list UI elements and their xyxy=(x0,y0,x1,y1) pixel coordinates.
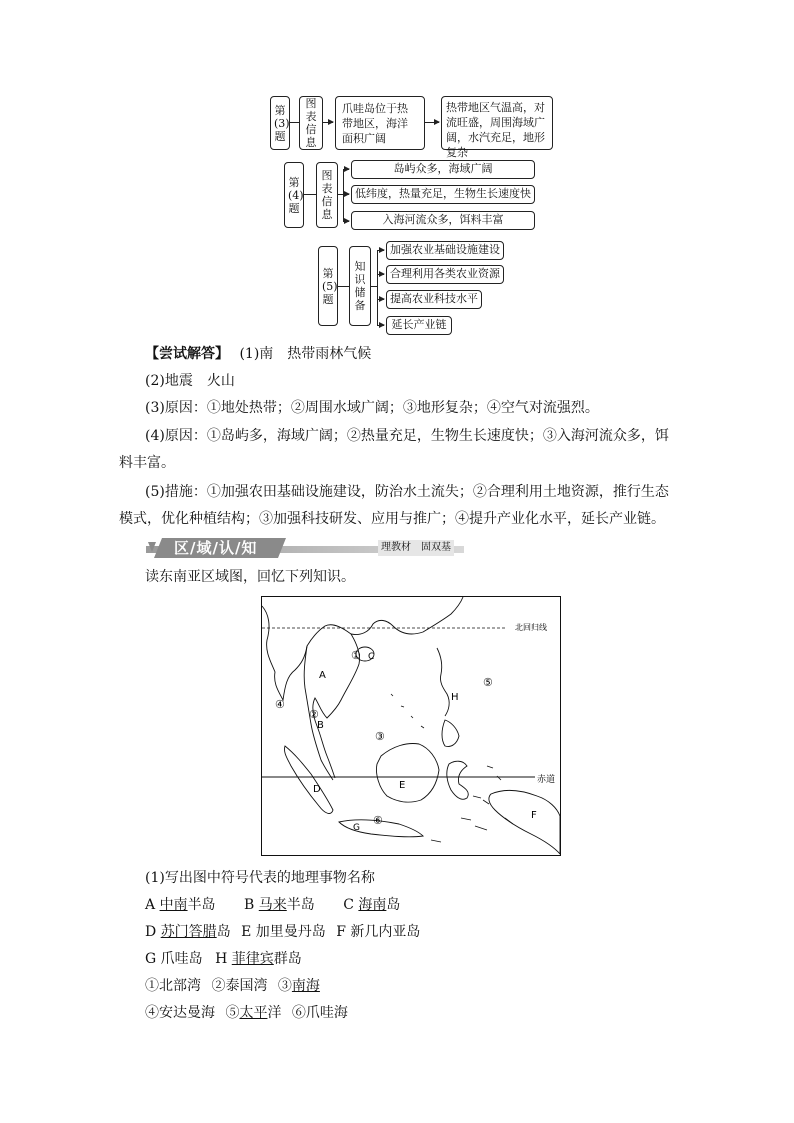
answer-4-line2: 料丰富。 xyxy=(119,455,175,471)
answer-3: (3)原因：①地处热带；②周围水域广阔；③地形复杂；④空气对流强烈。 xyxy=(145,400,599,416)
map-letter-E: E xyxy=(399,780,406,791)
answer-row-2 xyxy=(145,922,420,942)
answer-D: D 苏门答腊岛 xyxy=(145,924,231,940)
map-number-3: ③ xyxy=(375,730,385,743)
q3-result-box xyxy=(441,96,553,159)
q5-label: 第(5)题 xyxy=(322,266,338,306)
answer-C: C 海南岛 xyxy=(343,897,401,913)
q4-item-box xyxy=(351,160,535,179)
q3-label-box xyxy=(270,96,290,150)
answer-heading: 【尝试解答】 xyxy=(145,346,229,362)
q5-info-box xyxy=(349,246,371,326)
answer-5-line2: 模式，优化种植结构；③加强科技研发、应用与推广；④提升产业化水平，延长产业链。 xyxy=(119,511,665,527)
q4-item: 入海河流众多，饵料丰富 xyxy=(382,213,504,226)
arrow xyxy=(343,221,349,222)
answer-n5: ⑤太平洋 xyxy=(225,1005,282,1021)
q4-info-label: 图表信息 xyxy=(321,169,333,221)
q3-fact: 爪哇岛位于热带地区，海洋面积广阔 xyxy=(342,102,408,145)
arrow xyxy=(323,122,333,123)
answer-n1: ①北部湾 xyxy=(145,978,201,994)
q4-item-box xyxy=(351,211,535,230)
q5-item-box xyxy=(386,290,482,309)
answer-line-1 xyxy=(145,344,371,364)
q5-item-box xyxy=(386,241,504,260)
q5-item: 提高农业科技水平 xyxy=(390,292,478,305)
answer-n4: ④安达曼海 xyxy=(145,1005,215,1021)
arrow xyxy=(343,194,349,195)
q4-info-box xyxy=(316,162,338,228)
q5-item: 延长产业链 xyxy=(391,318,447,331)
answer-4-line1: (4)原因：①岛屿多，海域广阔；②热量充足，生物生长速度快；③入海河流众多，饵 xyxy=(145,428,669,444)
q5-item-box xyxy=(386,316,452,335)
map-frame xyxy=(262,597,561,856)
map-number-2: ② xyxy=(309,708,319,721)
q3-result: 热带地区气温高，对流旺盛，周围海域广阔，水汽充足，地形复杂 xyxy=(446,101,545,159)
q4-label: 第(4)题 xyxy=(288,175,304,215)
q4-item: 低纬度，热量充足，生物生长速度快 xyxy=(355,187,531,200)
bracket xyxy=(377,250,378,325)
equator-label: 赤道 xyxy=(537,775,556,785)
map-letter-D: D xyxy=(313,784,321,795)
question-title: (1)写出图中符号代表的地理事物名称 xyxy=(145,870,375,886)
answer-B: B 马来半岛 xyxy=(244,897,315,913)
connector xyxy=(304,194,316,195)
arrow xyxy=(425,122,439,123)
q5-item-box xyxy=(386,265,504,284)
arrow xyxy=(343,169,349,170)
q3-info-box xyxy=(299,96,323,150)
q5-info-label: 知识储备 xyxy=(354,260,366,312)
tropic-label: 北回归线 xyxy=(515,623,547,632)
arrow xyxy=(377,299,384,300)
map-number-4: ④ xyxy=(275,698,285,711)
answer-5-line1: (5)措施：①加强农田基础设施建设，防治水土流失；②合理利用土地资源，推行生态 xyxy=(145,484,669,500)
q4-item-box xyxy=(351,185,535,204)
answer-n2: ②泰国湾 xyxy=(211,978,268,994)
arrow xyxy=(377,250,384,251)
map-number-1: ① xyxy=(351,649,361,662)
answer-F: F 新几内亚岛 xyxy=(336,924,421,940)
answer-2: (2)地震 火山 xyxy=(145,373,235,389)
arrow xyxy=(377,325,384,326)
q5-item: 合理利用各类农业资源 xyxy=(390,267,500,280)
answer-row-4 xyxy=(145,976,320,996)
connector xyxy=(290,122,299,123)
answer-1: (1)南 热带雨林气候 xyxy=(239,346,372,362)
section-title: 区/域/认/知 xyxy=(174,539,258,557)
q4-item: 岛屿众多，海域广阔 xyxy=(393,162,493,175)
arrow xyxy=(377,274,384,275)
answer-row-5 xyxy=(145,1003,348,1023)
map-letter-A: A xyxy=(319,670,326,681)
map-letter-F: F xyxy=(531,810,537,821)
map-intro: 读东南亚区域图，回忆下列知识。 xyxy=(145,569,355,585)
map-number-5: ⑤ xyxy=(483,676,493,689)
section-ribbon xyxy=(146,538,466,558)
answer-row-3 xyxy=(145,949,302,969)
map-letter-H: H xyxy=(451,692,459,703)
q5-item: 加强农业基础设施建设 xyxy=(390,243,500,256)
section-subtitle: 理教材 固双基 xyxy=(378,540,454,556)
answer-H: H 菲律宾群岛 xyxy=(215,951,302,967)
southeast-asia-map xyxy=(261,596,561,856)
answer-E: E 加里曼丹岛 xyxy=(241,924,326,940)
q3-label: 第(3)题 xyxy=(274,103,290,143)
connector xyxy=(371,286,377,287)
map-letter-G: G xyxy=(353,823,360,833)
answer-n6: ⑥爪哇海 xyxy=(291,1005,348,1021)
map-letter-B: B xyxy=(317,720,324,731)
answer-n3: ③南海 xyxy=(277,978,320,994)
answer-G: G 爪哇岛 xyxy=(145,951,203,967)
answer-A: A 中南半岛 xyxy=(145,897,216,913)
connector xyxy=(338,286,349,287)
q5-label-box xyxy=(318,246,338,326)
map-letter-C: C xyxy=(368,652,375,662)
answer-row-1 xyxy=(145,895,400,915)
map-number-6: ⑥ xyxy=(373,814,383,827)
q4-label-box xyxy=(284,162,304,228)
q3-info-label: 图表信息 xyxy=(305,97,317,149)
q3-fact-box xyxy=(335,96,425,150)
